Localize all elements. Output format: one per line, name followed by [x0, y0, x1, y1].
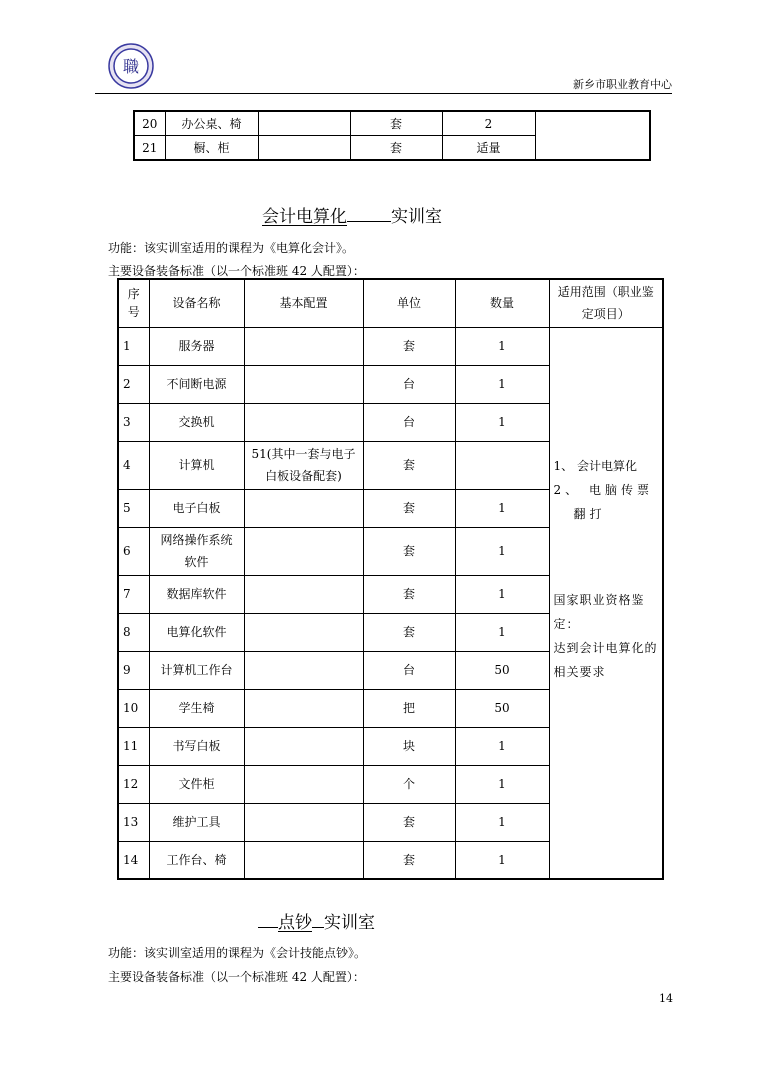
table-header-row — [118, 279, 663, 327]
section-title-suffix: 实训室 — [324, 913, 375, 933]
row-number: 10 — [118, 689, 149, 727]
row-number: 7 — [118, 575, 149, 613]
equipment-unit: 套 — [363, 575, 455, 613]
equipment-config — [244, 403, 363, 441]
header-unit: 单位 — [363, 279, 455, 327]
title-underline-gap — [312, 908, 324, 928]
equipment-name: 数据库软件 — [149, 575, 244, 613]
equipment-name: 电子白板 — [149, 489, 244, 527]
row-number: 1 — [118, 327, 149, 365]
equipment-unit: 套 — [363, 841, 455, 879]
equipment-unit: 套 — [363, 613, 455, 651]
table-row — [134, 111, 650, 136]
equipment-name: 文件柜 — [149, 765, 244, 803]
equipment-config — [244, 365, 363, 403]
row-number: 13 — [118, 803, 149, 841]
equipment-config — [244, 613, 363, 651]
equipment-name: 交换机 — [149, 403, 244, 441]
equipment-qty: 1 — [455, 765, 549, 803]
scope-cert: 国家职业资格鉴定： — [553, 592, 645, 631]
row-number: 20 — [134, 111, 165, 136]
equipment-unit: 套 — [363, 803, 455, 841]
section-title-main: 点钞 — [278, 913, 312, 933]
row-number: 14 — [118, 841, 149, 879]
top-equipment-table — [133, 110, 651, 161]
equipment-qty: 1 — [455, 841, 549, 879]
row-number: 12 — [118, 765, 149, 803]
equipment-qty: 1 — [455, 613, 549, 651]
function-text: 功能：该实训室适用的课程为《电算化会计》。 — [108, 241, 355, 255]
title-underline-gap — [258, 908, 278, 928]
header-config: 基本配置 — [244, 279, 363, 327]
equipment-unit: 台 — [363, 403, 455, 441]
row-number: 8 — [118, 613, 149, 651]
row-number: 11 — [118, 727, 149, 765]
title-underline-gap — [347, 202, 391, 222]
equipment-config — [244, 803, 363, 841]
header-divider — [95, 93, 672, 94]
section-title — [262, 202, 442, 227]
row-number: 9 — [118, 651, 149, 689]
equipment-config — [244, 689, 363, 727]
equipment-table — [117, 278, 664, 880]
equipment-unit: 套 — [350, 111, 442, 136]
equipment-config: 51(其中一套与电子白板设备配套) — [244, 441, 363, 489]
equipment-name: 服务器 — [149, 327, 244, 365]
equipment-name: 办公桌、椅 — [165, 111, 258, 136]
equipment-config — [244, 527, 363, 575]
standard-text: 主要设备装备标准（以一个标准班 42 人配置）： — [108, 970, 365, 984]
row-number: 6 — [118, 527, 149, 575]
equipment-config — [244, 765, 363, 803]
equipment-qty: 50 — [455, 651, 549, 689]
section-title — [258, 908, 375, 933]
scope-requirement: 达到会计电算化的相关要求 — [553, 640, 658, 679]
equipment-name: 橱、柜 — [165, 136, 258, 161]
equipment-name: 工作台、椅 — [149, 841, 244, 879]
equipment-unit: 块 — [363, 727, 455, 765]
scope-cell — [549, 327, 663, 879]
equipment-config — [244, 575, 363, 613]
equipment-qty: 1 — [455, 803, 549, 841]
scope-cell — [535, 111, 650, 160]
row-number: 5 — [118, 489, 149, 527]
equipment-qty: 1 — [455, 727, 549, 765]
header-org: 新乡市职业教育中心 — [573, 78, 672, 91]
logo-char: 職 — [122, 57, 140, 76]
scope-item: 1、 会计电算化 — [553, 458, 637, 473]
equipment-name: 学生椅 — [149, 689, 244, 727]
function-text: 功能：该实训室适用的课程为《会计技能点钞》。 — [108, 946, 367, 960]
row-number: 4 — [118, 441, 149, 489]
equipment-unit: 套 — [363, 441, 455, 489]
equipment-name: 维护工具 — [149, 803, 244, 841]
equipment-name: 电算化软件 — [149, 613, 244, 651]
equipment-qty: 50 — [455, 689, 549, 727]
row-number: 2 — [118, 365, 149, 403]
equipment-config — [258, 136, 350, 161]
equipment-config — [244, 489, 363, 527]
school-logo-icon — [108, 43, 154, 89]
equipment-name: 计算机工作台 — [149, 651, 244, 689]
equipment-unit: 把 — [363, 689, 455, 727]
equipment-name: 网络操作系统软件 — [149, 527, 244, 575]
equipment-unit: 个 — [363, 765, 455, 803]
equipment-unit: 套 — [350, 136, 442, 161]
equipment-config — [258, 111, 350, 136]
equipment-qty: 1 — [455, 327, 549, 365]
header-no: 序号 — [118, 279, 149, 327]
equipment-qty: 适量 — [442, 136, 535, 161]
table-row — [118, 327, 663, 365]
section-title-main: 会计电算化 — [262, 207, 347, 227]
equipment-qty: 1 — [455, 575, 549, 613]
equipment-qty: 1 — [455, 403, 549, 441]
page-number: 14 — [659, 992, 673, 1005]
equipment-unit: 套 — [363, 527, 455, 575]
equipment-name: 书写白板 — [149, 727, 244, 765]
equipment-config — [244, 841, 363, 879]
equipment-config — [244, 327, 363, 365]
equipment-unit: 台 — [363, 651, 455, 689]
equipment-unit: 套 — [363, 489, 455, 527]
equipment-unit: 套 — [363, 327, 455, 365]
equipment-qty: 1 — [455, 489, 549, 527]
equipment-qty: 1 — [455, 365, 549, 403]
header-scope: 适用范围（职业鉴定项目） — [549, 279, 663, 327]
section-title-suffix: 实训室 — [391, 207, 442, 227]
equipment-config — [244, 651, 363, 689]
equipment-qty: 2 — [442, 111, 535, 136]
equipment-qty: 1 — [455, 527, 549, 575]
equipment-name: 计算机 — [149, 441, 244, 489]
equipment-unit: 台 — [363, 365, 455, 403]
row-number: 3 — [118, 403, 149, 441]
equipment-name: 不间断电源 — [149, 365, 244, 403]
equipment-config — [244, 727, 363, 765]
row-number: 21 — [134, 136, 165, 161]
header-qty: 数量 — [455, 279, 549, 327]
scope-item: 2、 电脑传票翻打 — [553, 482, 653, 521]
equipment-qty — [455, 441, 549, 489]
standard-text: 主要设备装备标准（以一个标准班 42 人配置）： — [108, 264, 365, 278]
header-name: 设备名称 — [149, 279, 244, 327]
